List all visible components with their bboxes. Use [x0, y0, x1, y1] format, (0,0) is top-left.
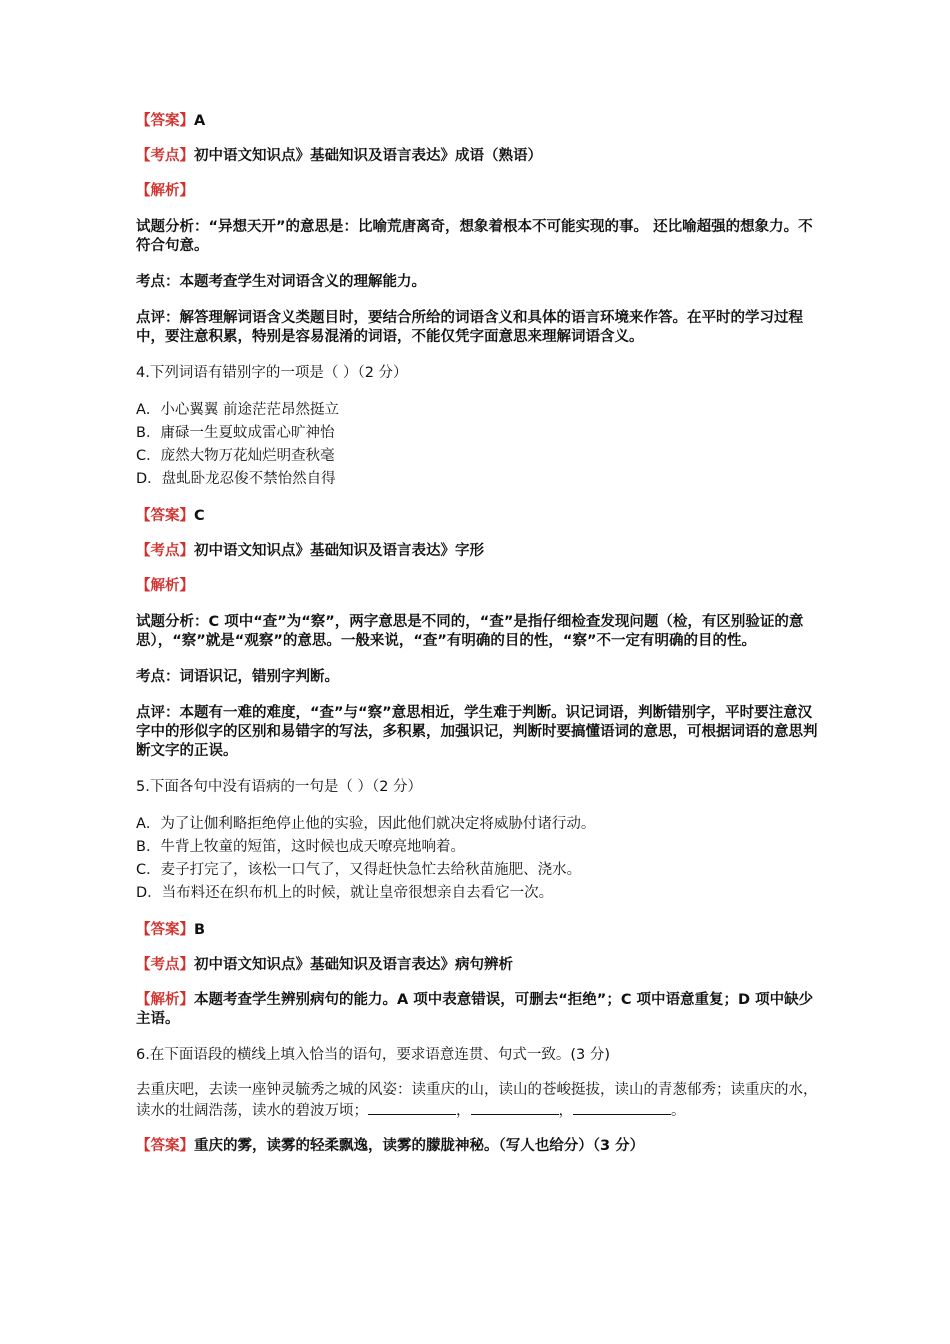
point-line [136, 147, 826, 166]
q4-option-a: A．小心翼翼 前途茫茫昂然挺立 [136, 402, 340, 418]
q6-blank-3-tail [661, 1100, 671, 1115]
q5-answer-line [136, 921, 826, 940]
question-5-stem: 5.下面各句中没有语病的一句是（ ）（2 分） [136, 779, 423, 795]
q4-option-b: B．庸碌一生夏蚊成雷心旷神怡 [136, 425, 335, 441]
q4-analysis-tag: 【解析】 [136, 578, 194, 594]
q4-analysis-text: 试题分析：C 项中“查”为“察”，两字意思是不同的，“查”是指仔细检查发现问题（检，有区别验证的意思），“察”就是“观察”的意思。一般来说，“查”有明确的目的性，“察”不一定有明确的目的性。 [136, 614, 804, 649]
q4-answer-value: C [194, 508, 205, 524]
q6-passage-text: 去重庆吧，去读一座钟灵毓秀之城的风姿：读重庆的山，读山的苍峻挺拔，读山的青葱郁秀；读重庆的水，读水的壮阔浩荡，读水的碧波万顷； [136, 1082, 818, 1119]
q6-passage [136, 1081, 826, 1121]
q5-answer-value: B [194, 922, 206, 938]
q4-answer-tag: 【答案】 [136, 508, 194, 524]
q6-blank-1[interactable] [368, 1100, 456, 1115]
q4-point-line [136, 542, 826, 561]
kaodian-text: 考点：本题考查学生对词语含义的理解能力。 [136, 274, 426, 290]
question-4-stem: 4.下列词语有错别字的一项是（ ）（2 分） [136, 365, 408, 381]
q5-answer-tag: 【答案】 [136, 922, 194, 938]
question-6-stem: 6.在下面语段的横线上填入恰当的语句，要求语意连贯、句式一致。(3 分) [136, 1047, 610, 1063]
q4-option-c: C．庞然大物万花灿烂明查秋毫 [136, 448, 335, 464]
q5-option-c: C．麦子打完了，该松一口气了，又得赶快急忙去给秋苗施肥、浇水。 [136, 862, 582, 878]
point-tag: 【考点】 [136, 148, 194, 164]
analysis-tag: 【解析】 [136, 183, 194, 199]
q6-answer-line [136, 1137, 826, 1156]
q4-option-d: D．盘虬卧龙忍俊不禁怡然自得 [136, 471, 336, 487]
q4-analysis-heading [136, 577, 826, 596]
q5-analysis-text: 本题考查学生辨别病句的能力。A 项中表意错误，可删去“拒绝”；C 项中语意重复；D 项中缺少主语。 [136, 992, 814, 1027]
q6-blank-3[interactable] [573, 1100, 661, 1115]
point-text: 初中语文知识点》基础知识及语言表达》成语（熟语） [194, 148, 542, 164]
analysis-heading [136, 182, 826, 201]
document-page [136, 112, 826, 1156]
dianping-text: 点评：解答理解词语含义类题目时，要结合所给的词语含义和具体的语言环境来作答。在平时的学习过程中，要注意积累，特别是容易混淆的词语，不能仅凭字面意思来理解词语含义。 [136, 310, 803, 345]
q5-point-line [136, 956, 826, 975]
q4-dianping-text: 点评：本题有一难的难度，“查”与“察”意思相近，学生难于判断。识记词语，判断错别字，平时要注意汉字中的形似字的区别和易错字的写法，多积累，加强识记，判断时要搞懂语词的意思，可根据词语的意思判断文字的正误。 [136, 705, 818, 759]
analysis-text: 试题分析：“异想天开”的意思是：比喻荒唐离奇，想象着根本不可能实现的事。 还比喻超强的想象力。不符合句意。 [136, 219, 813, 254]
q5-point-text: 初中语文知识点》基础知识及语言表达》病句辨析 [194, 957, 513, 973]
q4-point-tag: 【考点】 [136, 543, 194, 559]
q6-blank-2[interactable] [471, 1100, 559, 1115]
q5-option-b: B．牛背上牧童的短笛，这时候也成天嘹亮地响着。 [136, 839, 465, 855]
q6-answer-text: 重庆的雾，读雾的轻柔飘逸，读雾的朦胧神秘。（写人也给分）（3 分） [194, 1138, 645, 1154]
q5-option-d: D．当布料还在织布机上的时候，就让皇帝很想亲自去看它一次。 [136, 885, 554, 901]
answer-line [136, 112, 826, 131]
q5-analysis-line [136, 991, 826, 1029]
q6-separator-1: ， [456, 1103, 471, 1119]
answer-value: A [194, 113, 206, 129]
q6-end-mark: 。 [671, 1103, 686, 1119]
q6-separator-2: ， [558, 1103, 573, 1119]
q5-point-tag: 【考点】 [136, 957, 194, 973]
answer-tag: 【答案】 [136, 113, 194, 129]
q4-kaodian-text: 考点：词语识记，错别字判断。 [136, 669, 339, 685]
q4-answer-line [136, 507, 826, 526]
q5-analysis-tag: 【解析】 [136, 992, 194, 1008]
q4-point-text: 初中语文知识点》基础知识及语言表达》字形 [194, 543, 484, 559]
q6-answer-tag: 【答案】 [136, 1138, 194, 1154]
q5-option-a: A．为了让伽利略拒绝停止他的实验，因此他们就决定将威胁付诸行动。 [136, 816, 596, 832]
